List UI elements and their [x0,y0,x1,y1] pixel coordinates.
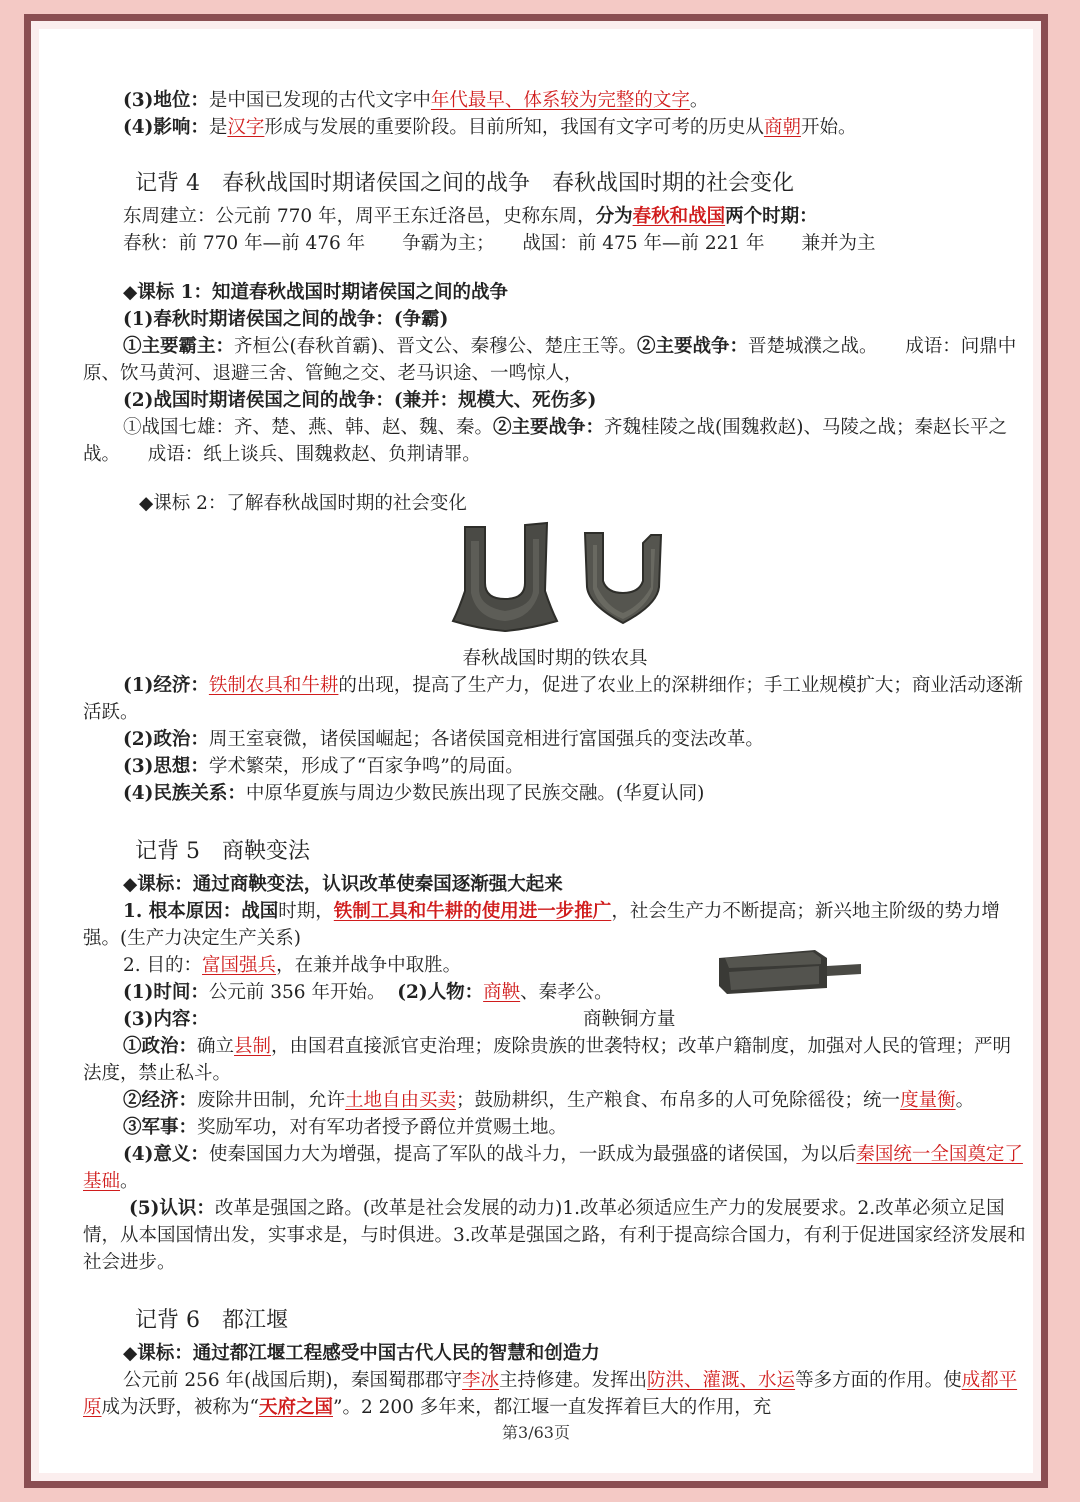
key-point: 秦国统一全国奠定了基础 [83,1144,1023,1192]
iron-spade-image [581,529,665,625]
label: (3)思想： [123,756,209,777]
key-point: 商朝 [763,117,801,138]
thought-paragraph [83,753,1027,780]
iron-hoe-image [451,521,559,633]
text: 废除井田制，允许 [197,1090,346,1111]
period-line: 春秋：前 770 年—前 476 年 争霸为主； 战国：前 475 年—前 221 年 兼并为主 [123,233,876,254]
key-point: 成都平原 [83,1370,1018,1418]
text: 公元前 356 年开始。 [208,982,386,1003]
label: ②主要战争： [636,336,748,357]
label: (1)时间： [123,982,209,1003]
spacer [83,468,1027,490]
key-point: 年代最早、体系较为完整的文字 [430,90,690,111]
label: ③军事： [123,1117,198,1138]
key-point: 富国强兵 [202,955,277,976]
label: (3)内容： [123,1009,209,1030]
standard-6: ◆课标：通过都江堰工程感受中国古代人民的智慧和创造力 [123,1343,600,1364]
spacer [83,257,1027,279]
key-point: 春秋和战国 [632,206,726,227]
text: 齐桓公(春秋首霸)、晋文公、秦穆公、楚庄王等。 [234,336,637,357]
text: 奖励军功，对有军功者授予爵位并赏赐土地。 [197,1117,568,1138]
page-content [83,87,1027,1421]
text: 主持修建。发挥出 [499,1370,648,1391]
significance-paragraph [83,1141,1027,1195]
key-point: 天府之国 [258,1397,333,1418]
goal-line [83,952,1027,979]
seven-states-paragraph [83,414,1027,468]
text: 、秦孝公。 [520,982,613,1003]
text: ，在兼并战争中取胜。 [276,955,462,976]
label: ②经济： [123,1090,198,1111]
label: ②主要战争： [493,417,605,438]
figure-caption: 商鞅铜方量 [583,1009,676,1030]
understanding-paragraph [83,1195,1027,1276]
key-point: 土地自由买卖 [345,1090,457,1111]
key-point: 汉字 [227,117,265,138]
figure-caption: 春秋战国时期的铁农具 [462,648,648,669]
text: 2. 目的： [123,955,203,976]
text: ；鼓励耕织，生产粮食、布帛多的人可免除徭役；统一 [456,1090,901,1111]
page [39,29,1033,1473]
text: 。 [120,1171,139,1192]
spring-autumn-wars: (1)春秋时期诸侯国之间的战争：(争霸) [123,309,449,330]
text: 东周建立：公元前 770 年，周平王东迁洛邑，史称东周， [123,206,596,227]
label: (1)经济： [123,675,209,696]
time-line [83,979,1027,1006]
influence-line [83,114,1027,141]
label: ①政治： [123,1036,198,1057]
text: 中原华夏族与周边少数民族出现了民族交融。(华夏认同) [245,783,705,804]
text: ”。2 200 多年来，都江堰一直发挥着巨大的作用，充 [333,1397,772,1418]
text: 周王室衰微，诸侯国崛起；各诸侯国竞相进行富国强兵的变法改革。 [208,729,764,750]
text: 两个时期： [725,206,818,227]
text: 齐魏桂陵之战(围魏救赵)、马陵之战；秦赵长平之战。 成语：纸上谈兵、围魏救赵、负荆请罪。 [83,417,1007,465]
economy-paragraph [83,672,1027,726]
eastern-zhou-line [83,203,1027,230]
key-point: 度量衡 [900,1090,956,1111]
label: (3)地位： [123,90,209,111]
text: 战国 [241,901,279,922]
content-line [83,1006,1027,1033]
bronze-measure-image [715,944,865,996]
label: ①主要霸主： [123,336,235,357]
text: 成为沃野，被称为“ [101,1397,259,1418]
iron-tools-figure [83,521,1027,641]
label: 1. 根本原因： [123,901,242,922]
text: 是中国已发现的古代文字中 [208,90,431,111]
text: 。 [689,90,709,111]
text: 公元前 256 年(战国后期)，秦国蜀郡郡守 [123,1370,463,1391]
text: 学术繁荣，形成了“百家争鸣”的局面。 [208,756,524,777]
key-point: 商鞅 [483,982,521,1003]
section-title-6: 记背 6 都江堰 [135,1308,288,1333]
text: 等多方面的作用。使 [795,1370,962,1391]
key-point: 铁制农具和牛耕 [208,675,339,696]
text: 。 [955,1090,975,1111]
standard-1: ◆课标 1：知道春秋战国时期诸侯国之间的战争 [123,282,509,303]
root-cause-paragraph [83,898,1027,952]
text: 形成与发展的重要阶段。目前所知，我国有文字可考的历史从 [264,117,764,138]
key-point: 县制 [234,1036,272,1057]
page-frame [24,14,1048,1488]
text: 使秦国国力大为增强，提高了军队的战斗力，一跃成为最强盛的诸侯国，为以后 [208,1144,857,1165]
label: (2)政治： [123,729,209,750]
label: (2)人物： [397,982,484,1003]
military-reform [83,1114,1027,1141]
text: 开始。 [800,117,857,138]
label: (5)认识： [129,1198,215,1219]
section-title-5: 记背 5 商鞅变法 [135,839,310,864]
politics-reform [83,1033,1027,1087]
text: ，社会生产力不断提高；新兴地主阶级的势力增强。(生产力决定生产关系) [83,901,1000,949]
standard-5: ◆课标：通过商鞅变法，认识改革使秦国逐渐强大起来 [123,874,563,895]
text: 时期， [278,901,334,922]
text: 分为 [595,206,633,227]
ethnic-paragraph [83,780,1027,807]
key-point: 防洪、灌溉、水运 [647,1370,796,1391]
warring-states-wars: (2)战国时期诸侯国之间的战争：(兼并：规模大、死伤多) [123,390,597,411]
label: (4)民族关系： [123,783,246,804]
key-point: 李冰 [462,1370,500,1391]
text: 是 [208,117,228,138]
text: ①战国七雄：齐、楚、燕、韩、赵、魏、秦。 [123,417,494,438]
measure-block [83,952,1027,1033]
text: 的出现，提高了生产力，促进了农业上的深耕细作；手工业规模扩大；商业活动逐渐活跃。 [83,675,1023,723]
text: 确立 [197,1036,235,1057]
page-number: 第3/63页 [502,1423,570,1442]
economy-reform [83,1087,1027,1114]
section-title-4: 记背 4 春秋战国时期诸侯国之间的战争 春秋战国时期的社会变化 [135,171,794,196]
label: (4)影响： [123,117,209,138]
key-point: 铁制工具和牛耕的使用进一步推广 [333,901,612,922]
hegemons-paragraph [83,333,1027,387]
status-line [83,87,1027,114]
text: 改革是强国之路。(改革是社会发展的动力)1.改革必须适应生产力的发展要求。2.改革必须立足国情，从本国国情出发，实事求是，与时俱进。3.改革是强国之路，有利于提高综合国力，有利于促进国家经济发展和社会进步。 [83,1198,1026,1273]
politics-paragraph [83,726,1027,753]
text: ，由国君直接派官吏治理；废除贵族的世袭特权；改革户籍制度，加强对人民的管理；严明法度，禁止私斗。 [83,1036,1012,1084]
dujiangyan-paragraph [83,1367,1027,1421]
text: 晋楚城濮之战。 成语：问鼎中原、饮马黄河、退避三舍、管鲍之交、老马识途、一鸣惊人， [83,336,1017,384]
label: (4)意义： [123,1144,209,1165]
standard-2: ◆课标 2：了解春秋战国时期的社会变化 [139,493,467,514]
